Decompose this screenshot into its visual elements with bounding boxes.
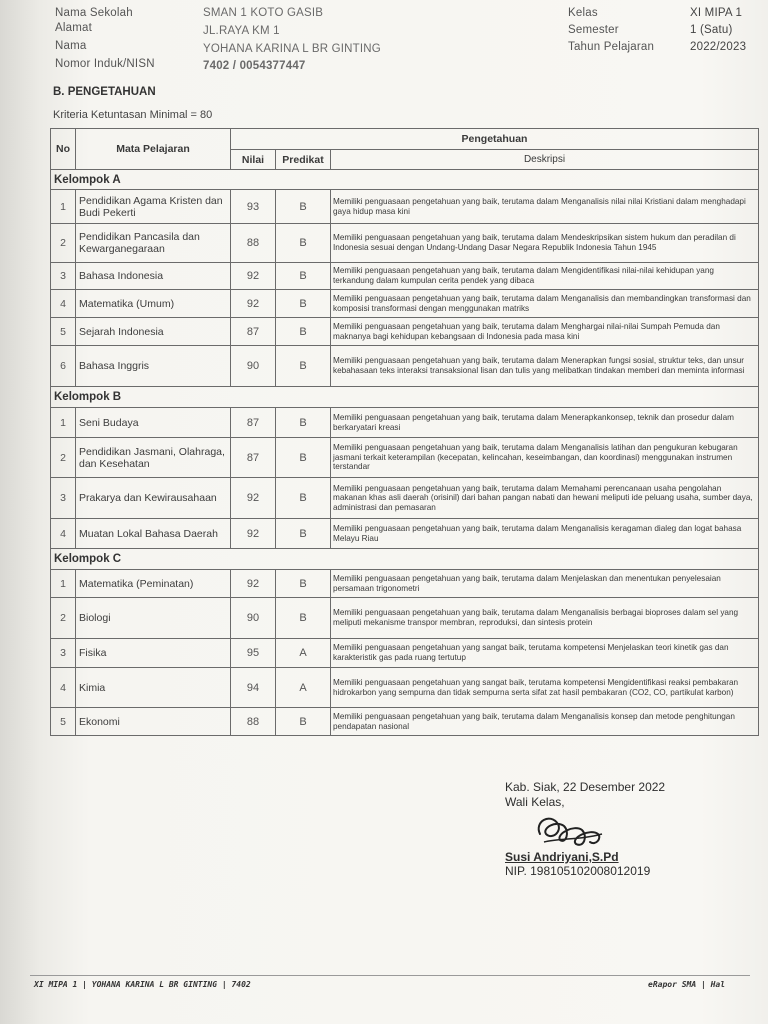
row-description: Memiliki penguasaan pengetahuan yang baik, terutama dalam Menganalisis latihan dan pengukuran kebugaran jasmani terkait keterampilan (kecepatan, kelincahan, keseimbangan, dan koordinasi) menggunakan instrumen terstandar (331, 438, 759, 478)
row-score: 87 (231, 438, 276, 478)
row-predicate: B (276, 598, 331, 639)
row-no: 3 (51, 639, 76, 668)
row-score: 92 (231, 263, 276, 290)
group-title: Kelompok C (51, 549, 759, 570)
table-row (51, 346, 759, 387)
table-row (51, 408, 759, 438)
footer-divider (30, 975, 750, 976)
row-score: 88 (231, 224, 276, 263)
nisn-value: 7402 / 0054377447 (203, 60, 306, 72)
header-knowledge: Pengetahuan (231, 129, 759, 150)
row-description: Memiliki penguasaan pengetahuan yang baik, terutama dalam Mendeskripsikan sistem hukum dan peradilan di Indonesia sesuai dengan Undang-Undang Dasar Negara Republik Indonesia Tahun 1945 (331, 224, 759, 263)
row-subject: Prakarya dan Kewirausahaan (76, 478, 231, 519)
row-score: 88 (231, 708, 276, 736)
row-score: 94 (231, 668, 276, 708)
school-name-value: SMAN 1 KOTO GASIB (203, 7, 324, 19)
footer-right: eRapor SMA | Hal (648, 980, 726, 989)
row-subject: Muatan Lokal Bahasa Daerah (76, 519, 231, 549)
row-predicate: B (276, 224, 331, 263)
table-row (51, 639, 759, 668)
row-description: Memiliki penguasaan pengetahuan yang baik, terutama dalam Memahami perencanaan usaha pengolahan makanan khas asli daerah (orisinil) dari bahan pangan nabati dan hewani meliputi ide peluang usaha, sumber daya, administrasi dan pemasaran (331, 478, 759, 519)
row-subject: Fisika (76, 639, 231, 668)
row-description: Memiliki penguasaan pengetahuan yang sangat baik, terutama kompetensi Menjelaskan teori kinetik gas dan karakteristik gas pada ruang tertutup (331, 639, 759, 668)
table-row (51, 263, 759, 290)
semester-label: Semester (568, 24, 619, 36)
group-title: Kelompok B (51, 387, 759, 408)
grades-table (50, 128, 759, 736)
row-description: Memiliki penguasaan pengetahuan yang baik, terutama dalam Menganalisis nilai nilai Kristiani dalam menghadapi gaya hidup masa kini (331, 190, 759, 224)
signature-name: Susi Andriyani,S.Pd (505, 850, 619, 864)
row-no: 2 (51, 438, 76, 478)
table-row (51, 668, 759, 708)
row-score: 95 (231, 639, 276, 668)
group-a (51, 170, 759, 387)
row-predicate: B (276, 290, 331, 318)
row-description: Memiliki penguasaan pengetahuan yang baik, terutama dalam Menganalisis berbagai bioproses dalam sel yang meliputi mekanisme transpor membran, reproduksi, dan sintesis protein (331, 598, 759, 639)
footer-left: XI MIPA 1 | YOHANA KARINA L BR GINTING | 7402 (34, 980, 251, 989)
row-subject: Ekonomi (76, 708, 231, 736)
row-no: 4 (51, 519, 76, 549)
row-score: 90 (231, 598, 276, 639)
nisn-label: Nomor Induk/NISN (55, 58, 155, 70)
table-row (51, 570, 759, 598)
class-label: Kelas (568, 7, 598, 19)
row-no: 4 (51, 668, 76, 708)
school-name-label: Nama Sekolah (55, 7, 133, 19)
table-row (51, 478, 759, 519)
row-subject: Sejarah Indonesia (76, 318, 231, 346)
academic-year-value: 2022/2023 (690, 41, 747, 53)
row-predicate: B (276, 318, 331, 346)
row-subject: Matematika (Umum) (76, 290, 231, 318)
row-subject: Seni Budaya (76, 408, 231, 438)
academic-year-label: Tahun Pelajaran (568, 41, 655, 53)
row-score: 90 (231, 346, 276, 387)
row-description: Memiliki penguasaan pengetahuan yang baik, terutama dalam Menjelaskan dan menentukan penyelesaian persamaan trigonometri (331, 570, 759, 598)
semester-value: 1 (Satu) (690, 24, 733, 36)
handwritten-signature (530, 804, 610, 852)
group-c (51, 549, 759, 736)
section-title: B. PENGETAHUAN (53, 86, 156, 98)
row-no: 1 (51, 570, 76, 598)
row-score: 92 (231, 290, 276, 318)
row-score: 87 (231, 318, 276, 346)
row-predicate: A (276, 639, 331, 668)
row-predicate: B (276, 708, 331, 736)
row-predicate: B (276, 478, 331, 519)
row-predicate: B (276, 190, 331, 224)
row-no: 5 (51, 318, 76, 346)
group-title: Kelompok A (51, 170, 759, 190)
header-subject: Mata Pelajaran (76, 129, 231, 170)
row-subject: Pendidikan Pancasila dan Kewarganegaraan (76, 224, 231, 263)
signature-place-date: Kab. Siak, 22 Desember 2022 (505, 780, 666, 794)
header-predicate: Predikat (276, 150, 331, 170)
student-name-label: Nama (55, 40, 87, 52)
row-no: 6 (51, 346, 76, 387)
row-no: 1 (51, 408, 76, 438)
class-value: XI MIPA 1 (690, 7, 743, 19)
signature-nip: NIP. 198105102008012019 (505, 864, 651, 878)
row-score: 93 (231, 190, 276, 224)
row-score: 92 (231, 570, 276, 598)
row-predicate: B (276, 438, 331, 478)
row-subject: Biologi (76, 598, 231, 639)
kkm-text: Kriteria Ketuntasan Minimal = 80 (53, 109, 213, 121)
row-description: Memiliki penguasaan pengetahuan yang baik, terutama dalam Menerapkankonsep, teknik dan prosedur dalam berkaryatari kreasi (331, 408, 759, 438)
student-name-value: YOHANA KARINA L BR GINTING (203, 43, 381, 55)
row-subject: Kimia (76, 668, 231, 708)
row-description: Memiliki penguasaan pengetahuan yang baik, terutama dalam Menganalisis keragaman dialeg dan logat bahasa Melayu Riau (331, 519, 759, 549)
row-description: Memiliki penguasaan pengetahuan yang sangat baik, terutama kompetensi Mengidentifikasi reaksi pembakaran hidrokarbon yang sempurna dan tidak sempurna serta sifat zat hasil pembakaran (CO2, CO, partikulat karbon) (331, 668, 759, 708)
table-row (51, 290, 759, 318)
row-no: 1 (51, 190, 76, 224)
row-no: 4 (51, 290, 76, 318)
header-no: No (51, 129, 76, 170)
row-description: Memiliki penguasaan pengetahuan yang baik, terutama dalam Menganalisis dan membandingkan transformasi dan komposisi transformasi dengan menggunakan matriks (331, 290, 759, 318)
row-description: Memiliki penguasaan pengetahuan yang baik, terutama dalam Menganalisis konsep dan metode penghitungan pendapatan nasional (331, 708, 759, 736)
row-description: Memiliki penguasaan pengetahuan yang baik, terutama dalam Menghargai nilai-nilai Sumpah Pemuda dan maknanya bagi kehidupan kebangsaan di Indonesia pada masa kini (331, 318, 759, 346)
row-score: 92 (231, 519, 276, 549)
row-subject: Bahasa Inggris (76, 346, 231, 387)
table-row (51, 708, 759, 736)
table-row (51, 438, 759, 478)
row-subject: Matematika (Peminatan) (76, 570, 231, 598)
row-no: 5 (51, 708, 76, 736)
row-score: 87 (231, 408, 276, 438)
address-label: Alamat (55, 22, 92, 34)
table-row (51, 519, 759, 549)
row-subject: Pendidikan Jasmani, Olahraga, dan Kesehatan (76, 438, 231, 478)
row-no: 2 (51, 598, 76, 639)
row-subject: Pendidikan Agama Kristen dan Budi Pekerti (76, 190, 231, 224)
row-description: Memiliki penguasaan pengetahuan yang baik, terutama dalam Mengidentifikasi nilai-nilai kehidupan yang terkandung dalam kumpulan cerita pendek yang dibaca (331, 263, 759, 290)
row-no: 2 (51, 224, 76, 263)
table-row (51, 224, 759, 263)
table-row (51, 318, 759, 346)
row-no: 3 (51, 478, 76, 519)
table-row (51, 190, 759, 224)
row-description: Memiliki penguasaan pengetahuan yang baik, terutama dalam Menerapkan fungsi sosial, struktur teks, dan unsur kebahasaan teks interaksi transaksional lisan dan tulis yang melibatkan tindakan memberi dan meminta informasi (331, 346, 759, 387)
group-b (51, 387, 759, 549)
row-no: 3 (51, 263, 76, 290)
row-predicate: B (276, 408, 331, 438)
row-predicate: B (276, 519, 331, 549)
address-value: JL.RAYA KM 1 (203, 25, 280, 37)
table-row (51, 598, 759, 639)
row-predicate: B (276, 346, 331, 387)
row-predicate: A (276, 668, 331, 708)
signature-role: Wali Kelas, (505, 795, 565, 809)
row-predicate: B (276, 570, 331, 598)
header-description: Deskripsi (331, 150, 759, 170)
row-predicate: B (276, 263, 331, 290)
row-subject: Bahasa Indonesia (76, 263, 231, 290)
row-score: 92 (231, 478, 276, 519)
header-score: Nilai (231, 150, 276, 170)
